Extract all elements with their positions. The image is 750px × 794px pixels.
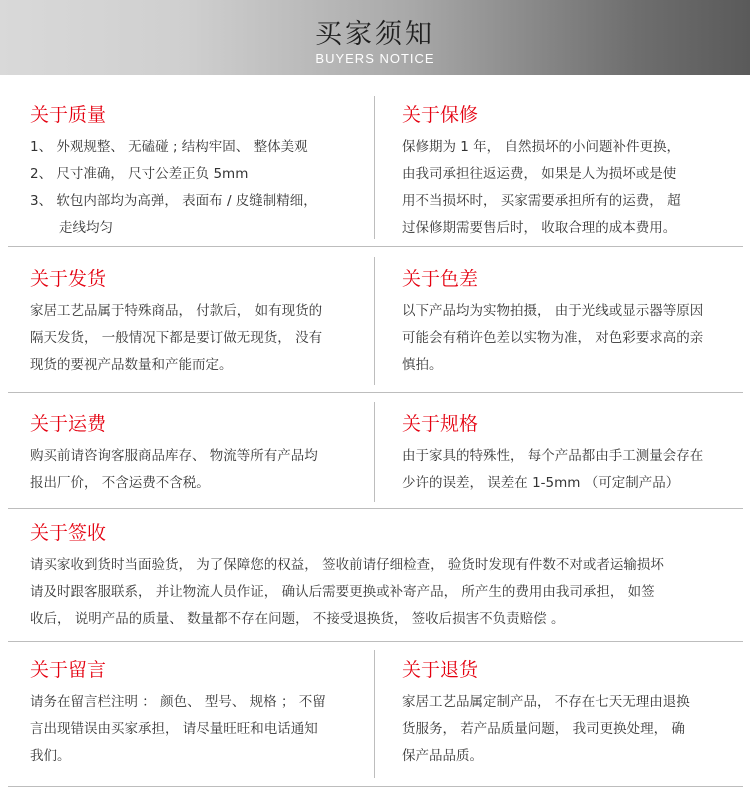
row-divider [8, 392, 743, 393]
receipt-line: 收后， 说明产品的质量、 数量都不存在问题， 不接受退换货， 签收后损害不负责赔偿 。 [30, 611, 565, 627]
returns-line: 家居工艺品属定制产品， 不存在七天无理由退换 [402, 694, 690, 710]
row-divider [8, 508, 743, 509]
freight-text [30, 443, 370, 497]
warranty-line: 保修期为 1 年， 自然损坏的小问题补件更换， [402, 139, 680, 155]
receipt-line: 请及时跟客服联系， 并让物流人员作证， 确认后需要更换或补寄产品， 所产生的费用由我司承担， 如签 [30, 584, 655, 600]
color-line: 可能会有稍许色差以实物为准， 对色彩要求高的亲 [402, 330, 704, 346]
freight-line: 报出厂价， 不含运费不含税。 [30, 475, 210, 491]
row-divider [8, 246, 743, 247]
quality-list [30, 134, 370, 242]
spec-text [402, 443, 742, 497]
message-line: 请务在留言栏注明 ： 颜色、 型号、 规格 ； 不留 [30, 694, 326, 710]
spec-section [402, 412, 742, 497]
shipping-line: 家居工艺品属于特殊商品， 付款后， 如有现货的 [30, 303, 323, 319]
message-line: 我们。 [30, 748, 71, 764]
spec-line: 由于家具的特殊性， 每个产品都由手工测量会存在 [402, 448, 704, 464]
receipt-line: 请买家收到货时当面验货， 为了保障您的权益， 签收前请仔细检查， 验货时发现有件数不对或者运输损坏 [30, 557, 664, 573]
returns-line: 保产品品质。 [402, 748, 483, 764]
column-divider [374, 96, 375, 239]
spec-heading: 关于规格 [402, 413, 479, 435]
spec-line: 少许的误差， 误差在 1-5mm （可定制产品） [402, 475, 680, 491]
color-text [402, 298, 742, 379]
message-text [30, 689, 370, 770]
shipping-line: 隔天发货， 一般情况下都是要订做无现货， 没有 [30, 330, 323, 346]
returns-section [402, 658, 742, 770]
warranty-heading: 关于保修 [402, 104, 479, 126]
shipping-line: 现货的要视产品数量和产能而定。 [30, 357, 233, 373]
receipt-text [30, 552, 740, 633]
warranty-section [402, 103, 742, 242]
column-divider [374, 257, 375, 385]
shipping-text [30, 298, 370, 379]
freight-section [30, 412, 370, 497]
color-heading: 关于色差 [402, 268, 479, 290]
receipt-heading: 关于签收 [30, 522, 107, 544]
warranty-line: 用不当损坏时， 买家需要承担所有的运费， 超 [402, 193, 681, 209]
quality-section [30, 103, 370, 242]
quality-item: 2、 尺寸准确， 尺寸公差正负 5mm [30, 166, 249, 182]
freight-heading: 关于运费 [30, 413, 107, 435]
quality-item: 1、 外观规整、 无磕碰 ; 结构牢固、 整体美观 [30, 139, 308, 155]
warranty-line: 过保修期需要售后时， 收取合理的成本费用。 [402, 220, 677, 236]
message-section [30, 658, 370, 770]
shipping-section [30, 267, 370, 379]
returns-text [402, 689, 742, 770]
quality-item: 3、 软包内部均为高弹， 表面布 / 皮缝制精细， [30, 193, 317, 209]
page-subtitle: BUYERS NOTICE [315, 51, 435, 66]
page-title: 买家须知 [315, 19, 435, 50]
warranty-text [402, 134, 742, 242]
receipt-section [30, 521, 740, 633]
returns-heading: 关于退货 [402, 659, 479, 681]
message-heading: 关于留言 [30, 659, 107, 681]
column-divider [374, 402, 375, 502]
quality-item: 走线均匀 [59, 220, 113, 236]
freight-line: 购买前请咨询客服商品库存、 物流等所有产品均 [30, 448, 318, 464]
row-divider [8, 641, 743, 642]
message-line: 言出现错误由买家承担， 请尽量旺旺和电话通知 [30, 721, 318, 737]
shipping-heading: 关于发货 [30, 268, 107, 290]
color-section [402, 267, 742, 379]
color-line: 以下产品均为实物拍摄， 由于光线或显示器等原因 [402, 303, 704, 319]
header-banner [0, 0, 750, 75]
row-divider [8, 786, 743, 787]
column-divider [374, 650, 375, 778]
quality-heading: 关于质量 [30, 104, 107, 126]
returns-line: 货服务， 若产品质量问题， 我司更换处理， 确 [402, 721, 685, 737]
warranty-line: 由我司承担往返运费， 如果是人为损坏或是使 [402, 166, 677, 182]
color-line: 慎拍。 [402, 357, 443, 373]
